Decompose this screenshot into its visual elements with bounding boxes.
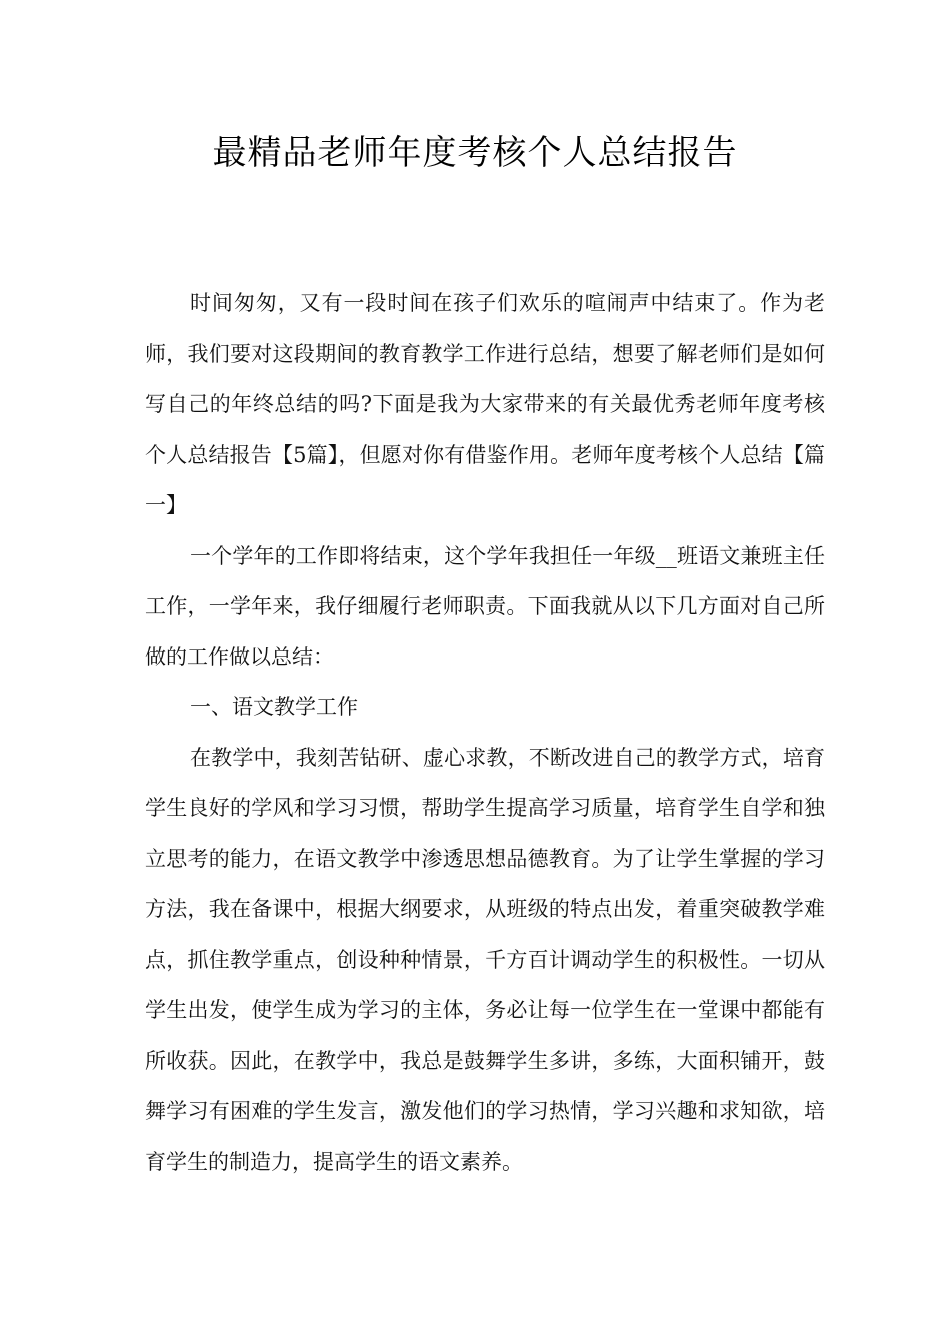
paragraph-teaching-details: 在教学中，我刻苦钻研、虚心求教，不断改进自己的教学方式，培育学生良好的学风和学习习惯，帮助学生提高学习质量，培育学生自学和独立思考的能力，在语文教学中渗透思想品德教育。为了让学生掌握的学习方法，我在备课中，根据大纲要求，从班级的特点出发，着重突破教学难点，抓住教学重点，创设种种情景，千方百计调动学生的积极性。一切从学生出发，使学生成为学习的主体，务必让每一位学生在一堂课中都能有所收获。因此，在教学中，我总是鼓舞学生多讲，多练，大面积铺开，鼓舞学习有困难的学生发言，激发他们的学习热情，学习兴趣和求知欲，培育学生的制造力，提高学生的语文素养。	[145, 745, 825, 1174]
paragraph-overview: 一个学年的工作即将结束，这个学年我担任一年级__班语文兼班主任工作，一学年来，我仔细履行老师职责。下面我就从以下几方面对自己所做的工作做以总结：	[145, 543, 825, 669]
section-heading-chinese-teaching: 一、语文教学工作	[190, 695, 358, 719]
document-title: 最精品老师年度考核个人总结报告	[212, 133, 738, 173]
document-body	[145, 278, 825, 1187]
intro-paragraph: 时间匆匆，又有一段时间在孩子们欢乐的喧闹声中结束了。作为老师，我们要对这段期间的教育教学工作进行总结，想要了解老师们是如何写自己的年终总结的吗?下面是我为大家带来的有关最优秀老师年度考核个人总结报告【5篇】，但愿对你有借鉴作用。老师年度考核个人总结【篇一】	[145, 291, 825, 517]
